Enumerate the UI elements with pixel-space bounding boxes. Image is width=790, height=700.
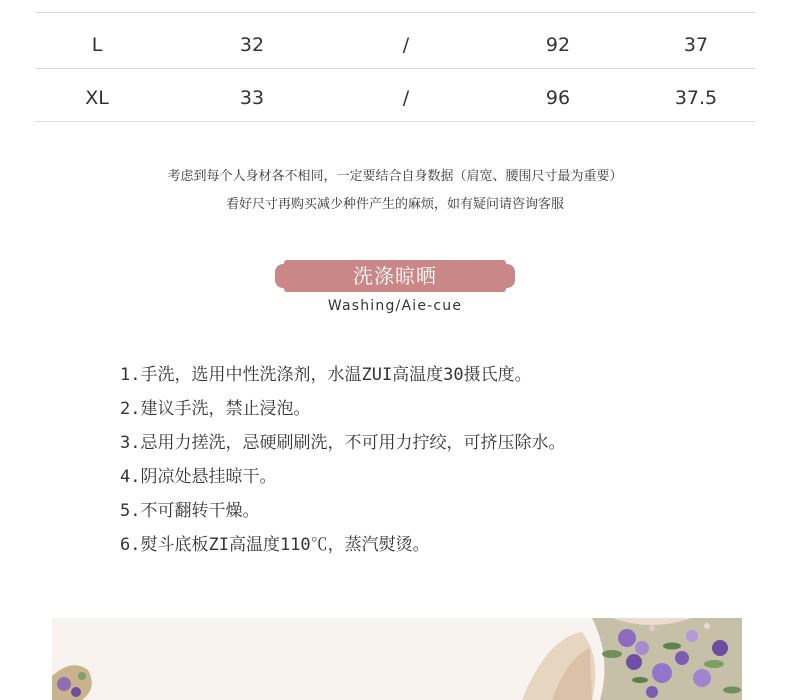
size-cell: L — [91, 34, 103, 56]
table-cell: 92 — [545, 34, 571, 56]
row-divider — [35, 121, 755, 122]
floral-fabric-image — [52, 618, 742, 700]
table-row-xl — [35, 68, 755, 122]
instruction-item: 6.熨斗底板ZI高温度110℃，蒸汽熨烫。 — [120, 535, 430, 555]
washing-title: 洗涤晾晒 — [353, 264, 437, 288]
table-cell: / — [402, 34, 410, 56]
table-cell: 96 — [545, 87, 571, 109]
instruction-item: 4.阴凉处悬挂晾干。 — [120, 467, 277, 487]
instruction-item: 5.不可翻转干燥。 — [120, 501, 260, 521]
washing-subtitle: Washing/Aie-cue — [327, 298, 463, 314]
table-top-divider — [35, 12, 755, 13]
instruction-item: 3.忌用力搓洗，忌硬刷刷洗，不可用力拧绞，可挤压除水。 — [120, 433, 566, 453]
table-cell: 33 — [239, 87, 265, 109]
table-cell: 32 — [239, 34, 265, 56]
table-row-l — [35, 15, 755, 69]
size-note-line-1: 考虑到每个人身材各不相同，一定要结合自身数据（肩宽、腰围尺寸最为重要） — [167, 169, 623, 184]
product-floral-photo — [52, 618, 742, 700]
washing-instructions — [120, 358, 565, 562]
washing-title-banner — [284, 260, 506, 292]
size-note-line-2: 看好尺寸再购买减少种件产生的麻烦，如有疑问请咨询客服 — [225, 197, 564, 212]
table-cell: / — [402, 87, 410, 109]
instruction-item: 1.手洗，选用中性洗涤剂，水温ZUI高温度30摄氏度。 — [120, 365, 532, 385]
table-cell: 37.5 — [674, 87, 718, 109]
size-cell: XL — [85, 87, 109, 109]
table-cell: 37 — [683, 34, 709, 56]
instruction-item: 2.建议手洗，禁止浸泡。 — [120, 399, 311, 419]
